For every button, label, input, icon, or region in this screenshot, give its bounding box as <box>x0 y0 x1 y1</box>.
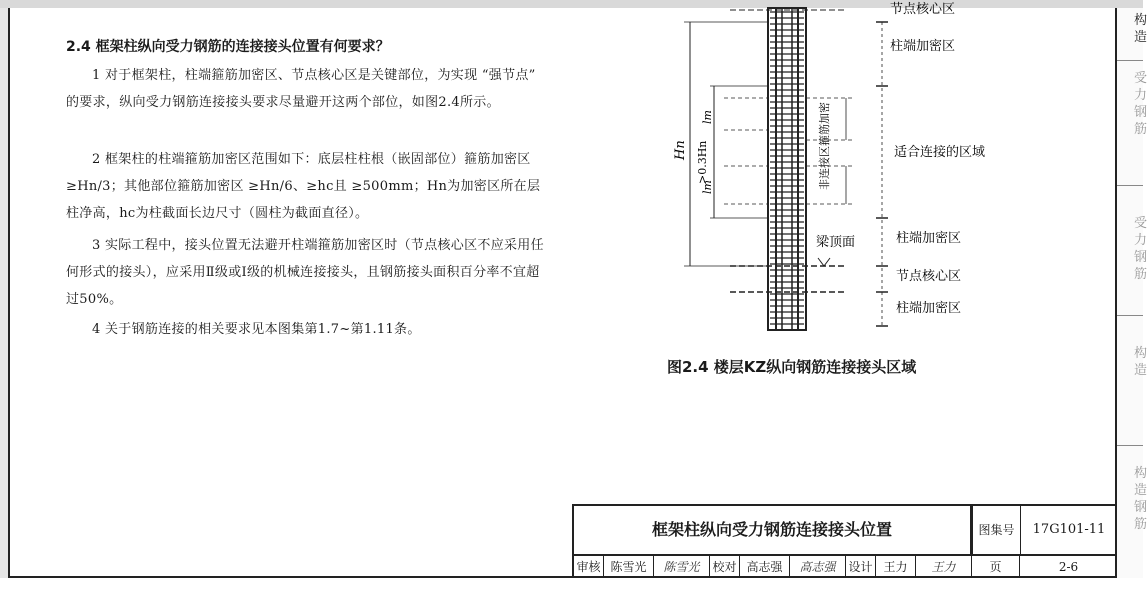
review-signature: 陈雪光 <box>654 556 710 578</box>
check-signature: 高志强 <box>790 556 846 578</box>
page-label: 页 <box>972 556 1020 578</box>
right-margin-divider <box>1117 60 1143 61</box>
title-block-title: 框架柱纵向受力钢筋连接接头位置 <box>574 506 972 556</box>
label-top-core: 节点核心区 <box>890 2 956 17</box>
atlas-label: 图集号 <box>972 506 1020 554</box>
right-margin-text: 构造 <box>1134 13 1147 45</box>
design-name: 王力 <box>876 556 916 578</box>
right-margin-text: 受力钢筋 <box>1134 216 1147 282</box>
design-signature: 王力 <box>916 556 972 578</box>
review-name: 陈雪光 <box>604 556 654 578</box>
beam-top-marker <box>818 258 830 266</box>
label-bottom-dense: 柱端加密区 <box>896 301 962 316</box>
top-strip <box>0 0 1143 8</box>
atlas-number: 17G101-11 <box>1020 506 1117 554</box>
label-vertical-note: 非连接区箍筋加密 <box>818 102 831 190</box>
left-page-edge <box>0 8 8 578</box>
label-lower-dense: 柱端加密区 <box>896 231 962 246</box>
check-label: 校对 <box>710 556 740 578</box>
label-beam-top: 梁顶面 <box>816 235 856 250</box>
right-margin-text: 构造 <box>1134 346 1147 378</box>
label-ratio: >0.3Hn <box>696 140 709 184</box>
paragraph-1: 1 对于框架柱，柱端箍筋加密区、节点核心区是关键部位，为实现 “强节点” 的要求，纵向受力钢筋连接接头要求尽量避开这两个部位，如图2.4所示。 <box>66 68 536 110</box>
design-label: 设计 <box>846 556 876 578</box>
right-margin-divider <box>1117 185 1143 186</box>
label-suitable-zone: 适合连接的区域 <box>894 145 986 160</box>
frame-left-border <box>8 8 10 578</box>
check-name: 高志强 <box>740 556 790 578</box>
label-hn: Hn <box>673 140 688 160</box>
page-number: 2-6 <box>1058 560 1079 574</box>
column-connection-diagram <box>620 2 1040 338</box>
section-title: 2.4 框架柱纵向受力钢筋的连接接头位置有何要求？ <box>66 39 390 55</box>
review-label: 审核 <box>574 556 604 578</box>
label-lm-bottom: lm <box>701 180 714 194</box>
right-margin-text: 受力钢筋 <box>1134 71 1147 137</box>
paragraph-2: 2 框架柱的柱端箍筋加密区范围如下：底层柱柱根（嵌固部位）箍筋加密区 ≥Hn/3；其他部位箍筋加密区 ≥Hn/6、≥hc且 ≥500mm；Hn为加密区所在层柱净高，hc为柱截面长边尺寸（圆柱为截面直径）。 <box>66 152 541 221</box>
paragraph-4: 4 关于钢筋连接的相关要求见本图集第1.7~第1.11条。 <box>92 322 421 337</box>
right-margin-text: 构造钢筋 <box>1134 466 1147 532</box>
label-core: 节点核心区 <box>896 269 962 284</box>
right-margin-divider <box>1117 445 1143 446</box>
label-upper-dense: 柱端加密区 <box>890 39 956 54</box>
label-lm-top: lm <box>701 110 714 124</box>
figure-caption: 图2.4 楼层KZ纵向钢筋连接接头区域 <box>667 358 917 376</box>
title-block-signature-row <box>574 556 1117 578</box>
right-margin-divider <box>1117 315 1143 316</box>
paragraph-3: 3 实际工程中，接头位置无法避开柱端箍筋加密区时（节点核心区不应采用任何形式的接头），应采用Ⅱ级或Ⅰ级的机械连接接头，且钢筋接头面积百分率不宜超过50%。 <box>66 238 544 307</box>
title-block <box>572 504 1117 578</box>
